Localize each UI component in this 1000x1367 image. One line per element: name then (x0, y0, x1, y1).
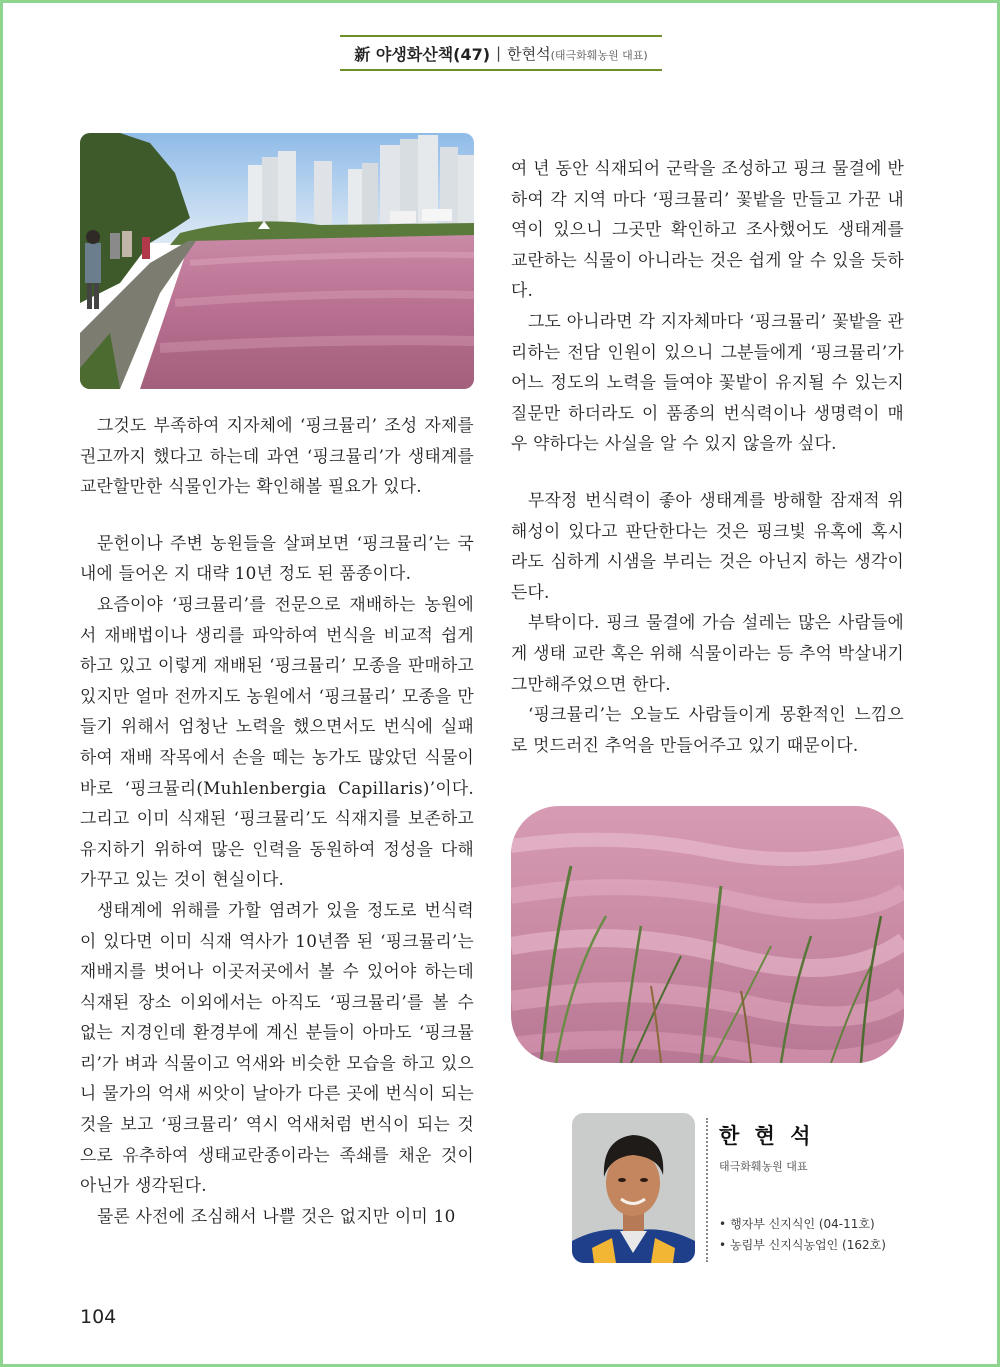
photo-pink-muhly-park (80, 133, 474, 389)
credential-text: 농림부 신지식농업인 (162호) (730, 1238, 886, 1252)
series-title: 新 야생화산책(47) (354, 44, 491, 64)
article-column-right (511, 153, 904, 760)
profile-credentials (719, 1214, 939, 1256)
paragraph: 무작정 번식력이 좋아 생태계를 방해할 잠재적 위해성이 있다고 판단한다는 것은 핑크빛 유혹에 혹시라도 심하게 시샘을 부리는 것은 아닌지 하는 생각이 든다. (511, 489, 904, 602)
bullet-icon: • (719, 1217, 727, 1231)
paragraph: 여 년 동안 식재되어 군락을 조성하고 핑크 물결에 반하여 각 지역 마다 ‘핑크뮬리’ 꽃밭을 만들고 가꾼 내역이 있으니 그곳만 확인하고 조사했어도 생태계를 교란하는 식물이 아니라는 것은 쉽게 알 수 있을 듯하다. (511, 158, 904, 301)
credential-item (719, 1235, 939, 1256)
paragraph: 그도 아니라면 각 지자체마다 ‘핑크뮬리’ 꽃밭을 관리하는 전담 인원이 있으니 그분들에게 ‘핑크뮬리’가 어느 정도의 노력을 들여야 꽃밭이 유지될 수 있는지 질문만 하더라도 이 품종의 번식력이나 생명력이 매우 약하다는 사실을 알 수 있지 않을까 싶다. (511, 310, 904, 454)
article-column-left (80, 410, 474, 1231)
header-author-affiliation: (태극화훼농원 대표) (550, 48, 648, 62)
profile-name: 한 현 석 (719, 1124, 815, 1148)
paragraph: ‘핑크뮬리’는 오늘도 사람들이게 몽환적인 느낌으로 멋드러진 추억을 만들어주고 있기 때문이다. (511, 704, 904, 755)
author-portrait (572, 1113, 695, 1263)
header-separator: | (496, 44, 502, 62)
paragraph: 그것도 부족하여 지자체에 ‘핑크뮬리’ 조성 자제를 권고까지 했다고 하는데 과연 ‘핑크뮬리’가 생태계를 교란할만한 식물인가는 확인해볼 필요가 있다. (80, 415, 474, 497)
page-number: 104 (80, 1306, 117, 1328)
running-header (340, 35, 662, 71)
paragraph: 물론 사전에 조심해서 나쁠 것은 없지만 이미 10 (97, 1205, 456, 1226)
header-author (507, 43, 648, 64)
header-author-name: 한현석 (507, 44, 551, 63)
profile-organization: 태극화훼농원 대표 (719, 1160, 808, 1173)
paragraph: 생태계에 위해를 가할 염려가 있을 정도로 번식력이 있다면 이미 식재 역사가 10년쯤 된 ‘핑크뮬리’는 재배지를 벗어나 이곳저곳에서 볼 수 있어야 하는데 식재된 장소 이외에서는 아직도 ‘핑크뮬리’를 볼 수 없는 지경인데 환경부에 계신 분들이 아마도 ‘핑크뮬리’가 벼과 식물이고 억새와 비슷한 모습을 하고 있으니 물가의 억새 씨앗이 날아가 다른 곳에 번식이 되는 것을 보고 ‘핑크뮬리’ 역시 억새처럼 번식이 되는 것으로 유추하여 생태교란종이라는 족쇄를 채운 것이 아닌가 생각된다. (80, 899, 474, 1196)
profile-divider (706, 1118, 708, 1262)
paragraph: 부탁이다. 핑크 물결에 가슴 설레는 많은 사람들에게 생태 교란 혹은 위해 식물이라는 등 추억 박살내기 그만해주었으면 한다. (511, 612, 904, 694)
photo-pink-muhly-closeup (511, 806, 904, 1063)
credential-item (719, 1214, 939, 1235)
paragraph: 문헌이나 주변 농원들을 살펴보면 ‘핑크뮬리’는 국내에 들어온 지 대략 10년 정도 된 품종이다. (80, 532, 474, 584)
bullet-icon: • (719, 1238, 727, 1252)
credential-text: 행자부 신지식인 (04-11호) (730, 1217, 875, 1231)
paragraph: 요즘이야 ‘핑크뮬리’를 전문으로 재배하는 농원에서 재배법이나 생리를 파악하여 번식을 비교적 쉽게 하고 있고 이렇게 재배된 ‘핑크뮬리’ 모종을 판매하고 있지만 얼마 전까지도 농원에서 ‘핑크뮬리’ 모종을 만들기 위해서 엄청난 노력을 했으면서도 번식에 실패하여 재배 작목에서 손을 떼는 농가도 많았던 식물이 바로 ‘핑크뮬리(Muhlenbergia Capillaris)’이다. 그리고 이미 식재된 ‘핑크뮬리’도 식재지를 보존하고 유지하기 위하여 많은 인력을 동원하여 정성을 다해 가꾸고 있는 것이 현실이다. (80, 593, 474, 890)
author-profile (719, 1120, 939, 1256)
